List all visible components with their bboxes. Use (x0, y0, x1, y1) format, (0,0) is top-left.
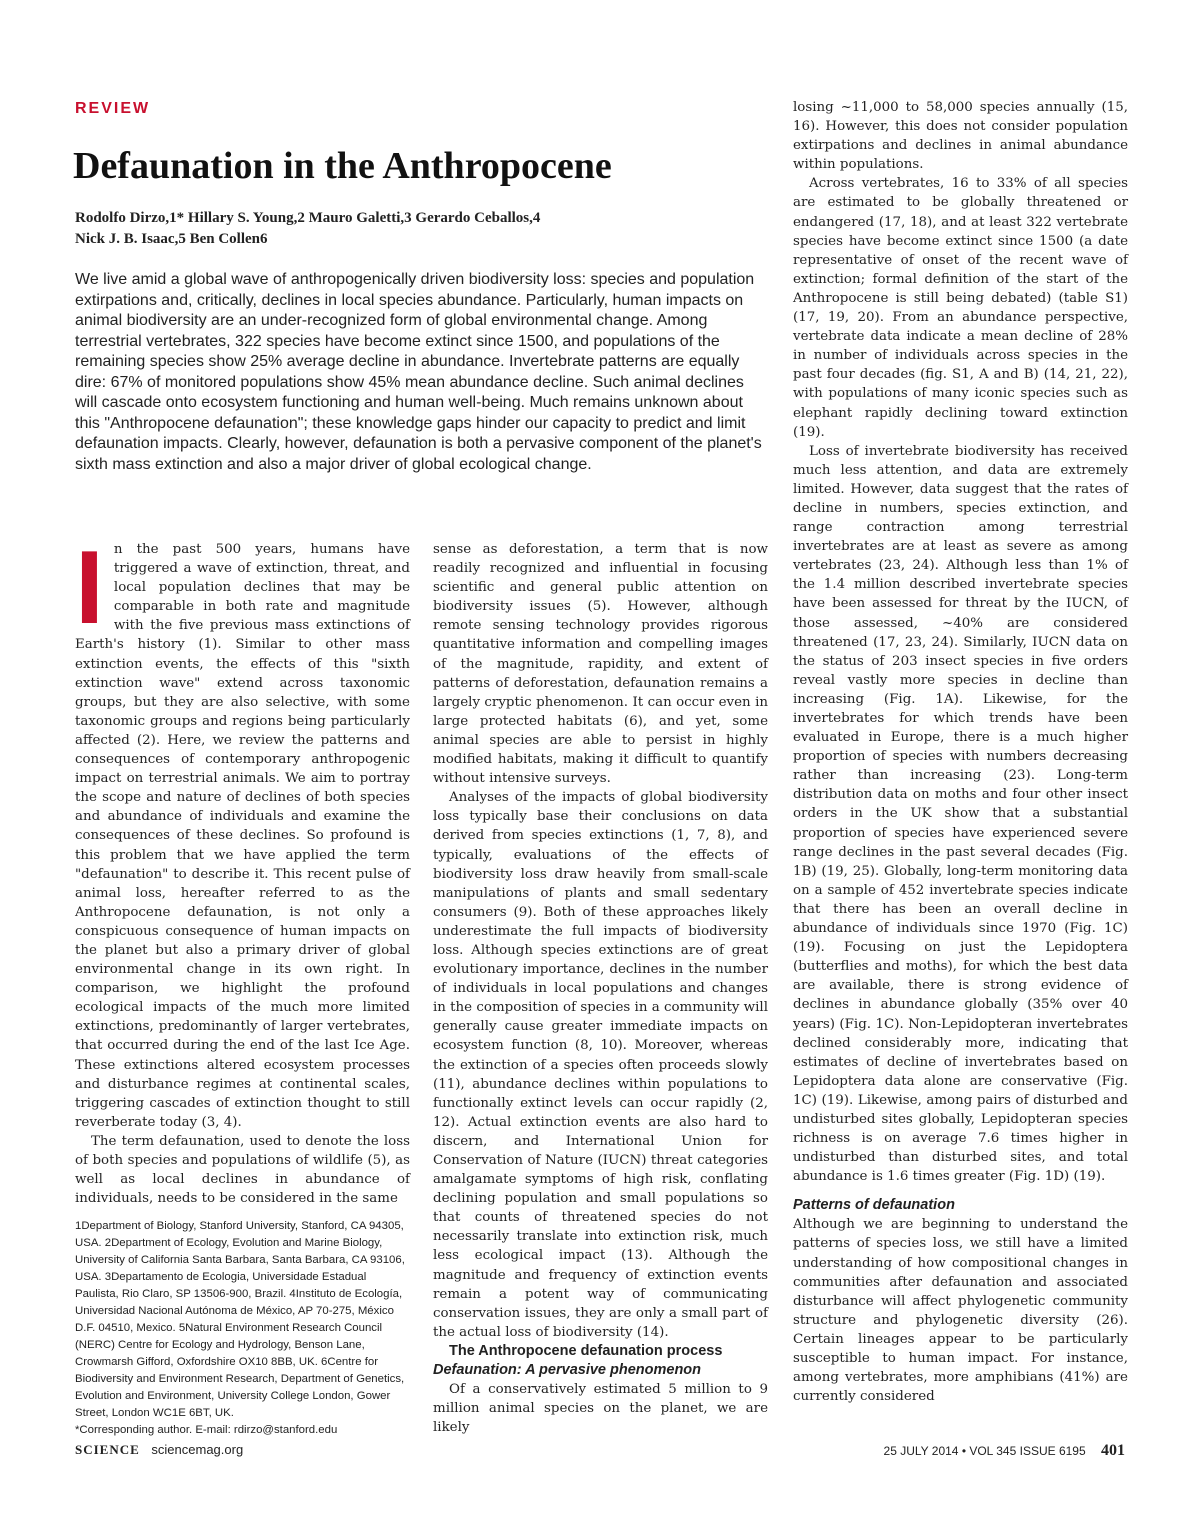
footer-journal (75, 1442, 243, 1458)
body-paragraph: Although we are beginning to understand the patterns of species loss, we still have a limited understanding of how compositional changes in communities after defaunation and associated disturbance will affect phylogenetic community structure and phylogenetic diversity (26). Certain lineages appear to be particularly susceptible to human impact. For instance, among vertebrates, more amphibians (41%) are currently considered (793, 1217, 1128, 1405)
body-paragraph: Analyses of the impacts of global biodiversity loss typically base their conclusions on data derived from species extinctions (1, 7, 8), and typically, evaluations of the effects of biodiversity loss draw heavily from small-scale manipulations of plants and small sedentary consumers (9). Both of these approaches likely underestimate the full impacts of biodiversity loss. Although species extinctions are of great evolutionary importance, declines in the number of individuals in local populations and changes in the composition of species in a community will generally cause greater immediate impacts on ecosystem function (8, 10). Moreover, whereas the extinction of a species often proceeds slowly (11), abundance declines within populations to functionally extinct levels can occur rapidly (2, 12). Actual extinction events are also hard to discern, and International Union for Conservation of Nature (IUCN) threat categories amalgamate symptoms of high risk, conflating declining population and small populations so that counts of threatened species do not necessarily translate into extinction risk, much less ecological impact (13). Although the magnitude and frequency of extinction events remain a potent way of communicating conservation issues, they are only a small part of the actual loss of biodiversity (14). (433, 790, 768, 1340)
body-paragraph: sense as deforestation, a term that is now readily recognized and influential in focusing scientific and general public attention on biodiversity issues (5). However, although remote sensing technology provides rigorous quantitative information and compelling images of the magnitude, rapidity, and extent of patterns of deforestation, defaunation remains a largely cryptic phenomenon. It can occur even in large protected habitats (6), and yet, some animal species are able to persist in highly modified habitats, making it difficult to quantify without intensive surveys. (433, 542, 768, 787)
body-column-3 (793, 98, 1128, 1406)
author-list (75, 208, 695, 250)
body-paragraph: Across vertebrates, 16 to 33% of all species are estimated to be globally threatened or endangered (17, 18), and at least 322 vertebrate species have become extinct since 1500 (a date representative of onset of the recent wave of extinction; formal definition of the start of the Anthropocene is still being debated) (table S1) (17, 19, 20). From an abundance perspective, vertebrate data indicate a mean decline of 28% in number of individuals across species in the past four decades (fig. S1, A and B) (14, 21, 22), with populations of many iconic species such as elephant rapidly declining toward extinction (19). (793, 176, 1128, 440)
body-paragraph: n the past 500 years, humans have triggered a wave of extinction, threat, and local population declines that may be comparable in both rate and magnitude with the five previous mass extinctions of Earth's history (1). Similar to other mass extinction events, the effects of this "sixth extinction wave" extend across taxonomic groups, but they are also selective, with some taxonomic groups and regions being particularly affected (2). Here, we review the patterns and consequences of contemporary anthropogenic impact on terrestrial animals. We aim to portray the scope and nature of declines of both species and abundance of individuals and examine the consequences of these declines. So profound is this problem that we have applied the term "defaunation" to describe it. This recent pulse of animal loss, hereafter referred to as the Anthropocene defaunation, is not only a conspicuous consequence of human impacts on the planet but also a primary driver of global environmental change in its own right. In comparison, we highlight the profound ecological impacts of the much more limited extinctions, predominantly of larger vertebrates, that occurred during the end of the last Ice Age. These extinctions altered ecosystem processes and disturbance regimes at continental scales, triggering cascades of extinction thought to still reverberate today (3, 4). (75, 542, 410, 1130)
author-line-2: Nick J. B. Isaac,5 Ben Collen6 (75, 231, 268, 247)
body-column-2 (433, 540, 768, 1437)
journal-website: sciencemag.org (151, 1442, 244, 1457)
body-paragraph: losing ~11,000 to 58,000 species annually (15, 16). However, this does not consider population extirpations and declines in animal abundance within populations. (793, 100, 1128, 173)
corresponding-author: *Corresponding author. E-mail: rdirzo@stanford.edu (75, 1424, 338, 1436)
section-heading: The Anthropocene defaunation process (449, 1342, 723, 1359)
abstract: We live amid a global wave of anthropogenically driven biodiversity loss: species and population extirpations and, critically, declines in local species abundance. Particularly, human impacts on animal biodiversity are an under-recognized form of global environmental change. Among terrestrial vertebrates, 322 species have become extinct since 1500, and populations of the remaining species show 25% average decline in abundance. Invertebrate patterns are equally dire: 67% of monitored populations show 45% mean abundance decline. Such animal declines will cascade onto ecosystem functioning and human well-being. Much remains unknown about this "Anthropocene defaunation"; these knowledge gaps hinder our capacity to predict and limit defaunation impacts. Clearly, however, defaunation is both a pervasive component of the planet's sixth mass extinction and also a major driver of global ecological change. (75, 271, 762, 473)
author-line-1: Rodolfo Dirzo,1* Hillary S. Young,2 Mauro Galetti,3 Gerardo Ceballos,4 (75, 210, 541, 226)
issue-info: 25 JULY 2014 • VOL 345 ISSUE 6195 (883, 1444, 1086, 1458)
footer-issue (884, 1442, 1125, 1460)
subsection-heading: Defaunation: A pervasive phenomenon (433, 1361, 702, 1378)
article-title: Defaunation in the Anthropocene (73, 145, 612, 187)
body-paragraph: Loss of invertebrate biodiversity has received much less attention, and data are extremely limited. However, data suggest that the rates of decline in numbers, species extinction, and range contraction among terrestrial invertebrates are at least as severe as among vertebrates (23, 24). Although less than 1% of the 1.4 million described invertebrate species have been assessed for threat by the IUCN, of those assessed, ~40% are considered threatened (17, 23, 24). Similarly, IUCN data on the status of 203 insect species in five orders reveal vastly more species in decline than increasing (Fig. 1A). Likewise, for the invertebrates for which trends have been evaluated in Europe, there is a much higher proportion of species with numbers decreasing rather than increasing (23). Long-term distribution data on moths and four other insect orders in the UK show that a substantial proportion of species have experienced severe range declines in the past several decades (Fig. 1B) (19, 25). Globally, long-term monitoring data on a sample of 452 invertebrate species indicate that there has been an overall decline in abundance of individuals since 1970 (Fig. 1C) (19). Focusing on just the Lepidoptera (butterflies and moths), for which the best data are available, there is strong evidence of declines in abundance globally (35% over 40 years) (Fig. 1C). Non-Lepidopteran invertebrates declined considerably more, indicating that estimates of decline of invertebrates based on Lepidoptera data alone are conservative (Fig. 1C) (19). Likewise, among pairs of disturbed and undisturbed sites globally, Lepidopteran species richness is on average 7.6 times higher in undisturbed than disturbed sites, and total abundance is 1.6 times greater (Fig. 1D) (19). (793, 443, 1128, 1185)
journal-name: SCIENCE (75, 1442, 140, 1457)
page-number: 401 (1101, 1442, 1125, 1459)
body-paragraph: Of a conservatively estimated 5 million to 9 million animal species on the planet, we are likely (433, 1381, 768, 1436)
section-label: REVIEW (75, 100, 151, 117)
subsection-heading: Patterns of defaunation (793, 1197, 955, 1214)
affiliation-text: 1Department of Biology, Stanford University, Stanford, CA 94305, USA. 2Department of Ecology, Evolution and Marine Biology, University of California Santa Barbara, Santa Barbara, CA 93106, USA. 3Departamento de Ecologia, Universidade Estadual Paulista, Rio Claro, SP 13506-900, Brazil. 4Instituto de Ecología, Universidad Nacional Autónoma de México, AP 70-275, México D.F. 04510, Mexico. 5Natural Environment Research Council (NERC) Centre for Ecology and Hydrology, Benson Lane, Crowmarsh Gifford, Oxfordshire OX10 8BB, UK. 6Centre for Biodiversity and Environment Research, Department of Genetics, Evolution and Environment, University College London, Gower Street, London WC1E 6BT, UK. (75, 1220, 405, 1419)
body-paragraph: The term defaunation, used to denote the loss of both species and populations of wildlife (5), as well as local declines in abundance of individuals, needs to be considered in the same (75, 1133, 410, 1207)
drop-cap: I (75, 530, 104, 646)
body-column-1 (75, 530, 410, 1208)
affiliations (75, 1218, 410, 1439)
